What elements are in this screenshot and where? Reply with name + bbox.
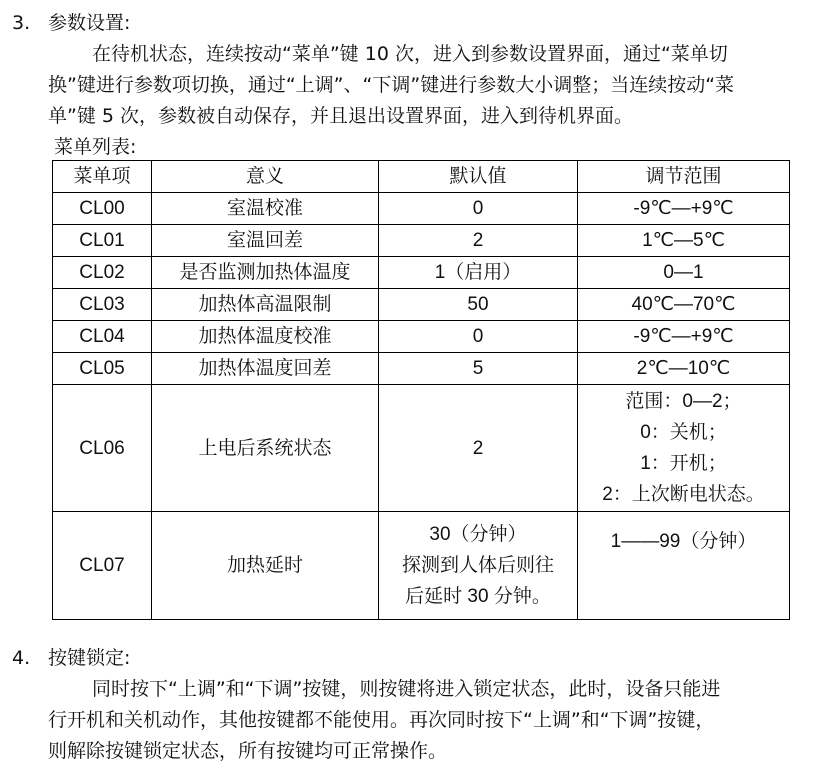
cell-meaning: 室温校准 bbox=[152, 193, 379, 225]
cell-item: CL06 bbox=[53, 385, 152, 512]
table-row bbox=[53, 512, 790, 620]
cell-meaning: 室温回差 bbox=[152, 225, 379, 257]
section-number: 4. bbox=[12, 647, 31, 669]
range-line: 1：开机； bbox=[640, 453, 727, 474]
cell-meaning: 是否监测加热体温度 bbox=[152, 257, 379, 289]
cell-meaning: 上电后系统状态 bbox=[152, 385, 379, 512]
table-row bbox=[53, 193, 790, 225]
section-title: 按键锁定: bbox=[48, 647, 131, 669]
cell-range: -9℃—+9℃ bbox=[578, 321, 790, 353]
header-meaning: 意义 bbox=[152, 161, 379, 193]
cell-default bbox=[379, 512, 578, 620]
range-line: 2：上次断电状态。 bbox=[602, 484, 765, 505]
section-3-heading bbox=[12, 8, 130, 35]
table-row bbox=[53, 385, 790, 512]
table-row bbox=[53, 353, 790, 385]
range-line: 范围：0—2； bbox=[625, 391, 742, 412]
cell-item: CL00 bbox=[53, 193, 152, 225]
paragraph-line: 同时按下“上调”和“下调”按键，则按键将进入锁定状态，此时，设备只能进 bbox=[92, 678, 721, 700]
cell-item: CL07 bbox=[53, 512, 152, 620]
cell-default: 0 bbox=[379, 193, 578, 225]
header-default: 默认值 bbox=[379, 161, 578, 193]
section-title: 参数设置: bbox=[48, 12, 131, 34]
header-range: 调节范围 bbox=[578, 161, 790, 193]
cell-range: -9℃—+9℃ bbox=[578, 193, 790, 225]
cell-item: CL01 bbox=[53, 225, 152, 257]
range-line: 0：关机； bbox=[640, 422, 727, 443]
cell-range: 2℃—10℃ bbox=[578, 353, 790, 385]
cell-range: 1℃—5℃ bbox=[578, 225, 790, 257]
cell-meaning: 加热体高温限制 bbox=[152, 289, 379, 321]
default-line: 30（分钟） bbox=[429, 524, 527, 545]
cell-meaning: 加热体温度校准 bbox=[152, 321, 379, 353]
cell-meaning: 加热体温度回差 bbox=[152, 353, 379, 385]
paragraph-line: 单”键 5 次，参数被自动保存，并且退出设置界面，进入到待机界面。 bbox=[48, 105, 634, 127]
header-item: 菜单项 bbox=[53, 161, 152, 193]
paragraph-line: 换”键进行参数项切换，通过“上调”、“下调”键进行参数大小调整；当连续按动“菜 bbox=[48, 74, 735, 96]
cell-default: 50 bbox=[379, 289, 578, 321]
paragraph-line: 在待机状态，连续按动“菜单”键 10 次，进入到参数设置界面，通过“菜单切 bbox=[92, 43, 728, 65]
cell-meaning: 加热延时 bbox=[152, 512, 379, 620]
default-line: 探测到人体后则往 bbox=[401, 555, 554, 576]
cell-item: CL03 bbox=[53, 289, 152, 321]
cell-range: 0—1 bbox=[578, 257, 790, 289]
table-caption: 菜单列表: bbox=[54, 136, 137, 158]
cell-default: 0 bbox=[379, 321, 578, 353]
cell-default: 1（启用） bbox=[379, 257, 578, 289]
cell-default: 5 bbox=[379, 353, 578, 385]
section-4-heading bbox=[12, 643, 130, 670]
section-number: 3. bbox=[12, 12, 31, 34]
cell-range bbox=[578, 385, 790, 512]
cell-default: 2 bbox=[379, 385, 578, 512]
table-row bbox=[53, 225, 790, 257]
cell-range: 40℃—70℃ bbox=[578, 289, 790, 321]
table-row bbox=[53, 289, 790, 321]
cell-item: CL05 bbox=[53, 353, 152, 385]
paragraph-line: 行开机和关机动作，其他按键都不能使用。再次同时按下“上调”和“下调”按键， bbox=[48, 709, 715, 731]
table-row bbox=[53, 257, 790, 289]
cell-item: CL04 bbox=[53, 321, 152, 353]
paragraph-line: 则解除按键锁定状态，所有按键均可正常操作。 bbox=[48, 740, 448, 762]
default-line: 后延时 30 分钟。 bbox=[405, 586, 551, 607]
table-row bbox=[53, 321, 790, 353]
cell-item: CL02 bbox=[53, 257, 152, 289]
cell-range: 1——99（分钟） bbox=[578, 512, 790, 620]
menu-table bbox=[52, 160, 790, 620]
cell-default: 2 bbox=[379, 225, 578, 257]
